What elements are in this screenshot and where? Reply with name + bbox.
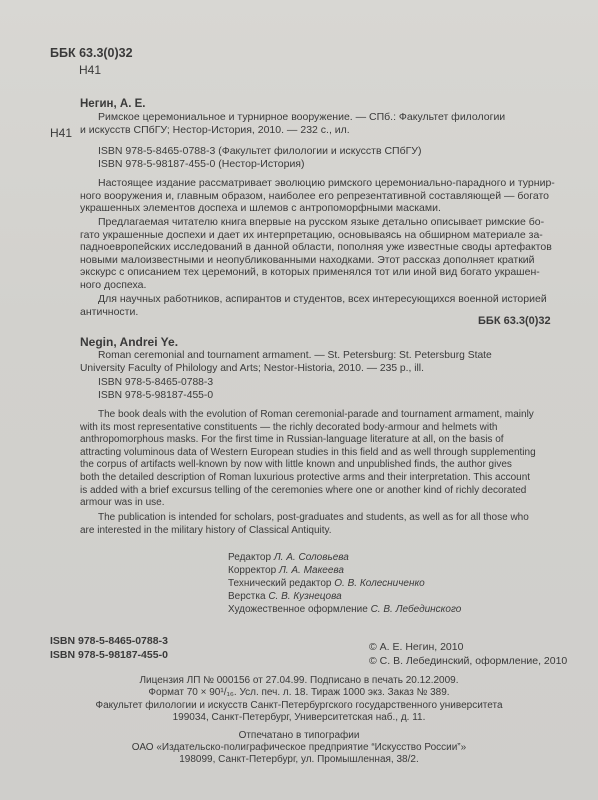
imprint-publisher: Факультет филологии и искусств Санкт-Петербургского государственного университета xyxy=(95,699,503,711)
text-line: the corpus of artifacts well-known by now with little known and unpublished finds, the author gives xyxy=(80,459,512,471)
credit-technical-editor: Технический редактор О. В. Колесниченко xyxy=(228,578,425,589)
text-line: ного вооружения и, главным образом, наиболее его репрезентативной составляющей — богато xyxy=(80,189,550,202)
ru-annotation-p2 xyxy=(80,216,552,291)
imprint-printer: ОАО «Издательско-полиграфическое предприятие “Искусство России”» xyxy=(131,742,467,754)
ru-title-line2: и искусств СПбГУ; Нестор-История, 2010. — 232 с., ил. xyxy=(80,124,350,136)
ru-audience-note xyxy=(80,293,547,318)
imprint-printed-at: Отпечатано в типографии xyxy=(238,729,360,741)
text-line: украшенных элементов доспеха и шлемов с антропоморфными масками. xyxy=(80,202,441,214)
imprint-block xyxy=(0,675,598,767)
text-line: The publication is intended for scholars, post-graduates and students, as well as for all those who xyxy=(98,512,529,523)
text-line: armour was in use. xyxy=(80,497,165,509)
imprint-publisher-address: 199034, Санкт-Петербург, Университетская наб., д. 11. xyxy=(172,712,426,724)
ru-title-line1: Римское церемониальное и турнирное вооружение. — СПб.: Факультет филологии xyxy=(98,111,506,123)
bottom-isbn-2: ISBN 978-5-98187-455-0 xyxy=(50,649,168,661)
bbk-code-top: ББК 63.3(0)32 xyxy=(50,46,133,60)
credit-editor: Редактор Л. А. Соловьева xyxy=(228,552,349,563)
en-isbn-2: ISBN 978-5-98187-455-0 xyxy=(98,390,214,401)
credits-block xyxy=(228,551,461,616)
text-line: are interested in the military history of Classical Antiquity. xyxy=(80,524,332,536)
imprint-format: Формат 70 × 90¹/₁₆. Усл. печ. л. 18. Тираж 1000 экз. Заказ № 389. xyxy=(148,687,450,699)
en-title-line1: Roman ceremonial and tournament armament. — St. Petersburg: St. Petersburg State xyxy=(98,350,492,361)
margin-author-mark: Н41 xyxy=(50,126,73,140)
en-title-line2: University Faculty of Philology and Arts; Nestor-Historia, 2010. — 235 p., ill. xyxy=(80,363,424,374)
ru-annotation-p1 xyxy=(80,177,555,215)
imprint-license: Лицензия ЛП № 000156 от 27.04.99. Подписано в печать 20.12.2009. xyxy=(139,675,459,686)
text-line: новыми малоизвестными и неопубликованными находками. Этот рассказ дополняет краткий xyxy=(80,253,535,266)
imprint-printer-address: 198099, Санкт-Петербург, ул. Промышленная, 38/2. xyxy=(179,754,419,766)
copyright-design: © С. В. Лебединский, оформление, 2010 xyxy=(369,655,568,667)
text-line: гато украшенные доспехи и дает их интерпретацию, основываясь на обширном материале за- xyxy=(80,228,543,241)
ru-isbn-2: ISBN 978-5-98187-455-0 (Нестор-История) xyxy=(98,158,305,170)
text-line: античности. xyxy=(80,305,139,318)
credit-art-design: Художественное оформление С. В. Лебединского xyxy=(228,604,462,615)
en-isbn-1: ISBN 978-5-8465-0788-3 xyxy=(98,377,214,388)
en-author: Negin, Andrei Ye. xyxy=(80,335,179,349)
ru-isbn-1: ISBN 978-5-8465-0788-3 (Факультет филологии и искусств СПбГУ) xyxy=(98,145,422,157)
text-line: Предлагаемая читателю книга впервые на русском языке детально описывает римские бо- xyxy=(98,216,545,228)
credit-proofreader: Корректор Л. А. Макеева xyxy=(228,565,344,576)
text-line: падноевропейских исследований в данной области, пополняя уже известные своды артефактов xyxy=(80,241,552,253)
text-line: Для научных работников, аспирантов и студентов, всех интересующихся военной историей xyxy=(98,293,547,305)
ru-author: Негин, А. Е. xyxy=(80,98,146,110)
text-line: Настоящее издание рассматривает эволюцию римского церемониально-парадного и турнир- xyxy=(98,177,555,189)
copyright-author: © А. Е. Негин, 2010 xyxy=(369,641,464,653)
bbk-code-right: ББК 63.3(0)32 xyxy=(478,315,551,327)
text-line: ного доспеха. xyxy=(80,278,147,291)
text-line: attracting voluminous data of Western European studies in this field and as well through supplementing xyxy=(80,446,536,458)
bottom-isbn-1: ISBN 978-5-8465-0788-3 xyxy=(50,635,168,647)
text-line: with its most representative constituents — the richly decorated body-armour and helmets with xyxy=(80,421,498,433)
text-line: both the detailed description of Roman luxurious protective arms and their interpretation. This account xyxy=(80,471,531,483)
text-line: anthropomorphous masks. For the first time in Russian-language literature at all, on the basis of xyxy=(80,434,504,446)
text-line: The book deals with the evolution of Roman ceremonial-parade and tournament armament, mainly xyxy=(98,409,534,420)
text-line: экскурс с описанием тех церемоний, в которых применялся тот или иной вид богато украшен- xyxy=(80,266,540,278)
en-annotation-p1 xyxy=(80,409,536,510)
en-audience-note xyxy=(80,512,529,537)
text-line: is added with a brief excursus telling of the ceremonies where one or another kind of richly decorated xyxy=(80,484,527,496)
author-mark-top: Н41 xyxy=(79,63,102,77)
credit-layout: Верстка С. В. Кузнецова xyxy=(228,591,342,602)
